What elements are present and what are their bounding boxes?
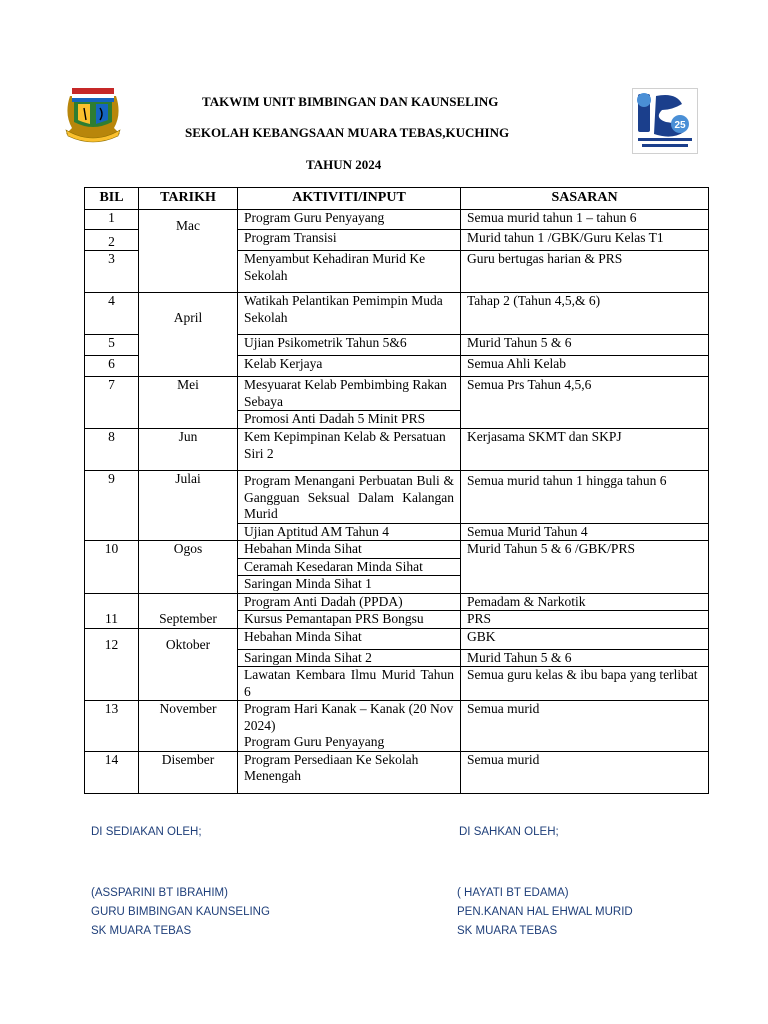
row-sasaran: Semua murid [461,751,709,793]
table-row [85,628,709,649]
signatory-role: PEN.KANAN HAL EHWAL MURID [457,906,633,918]
row-bil: 6 [85,356,139,377]
row-aktiviti: Ujian Psikometrik Tahun 5&6 [238,335,461,356]
table-row [85,751,709,793]
row-sasaran: Kerjasama SKMT dan SKPJ [461,429,709,471]
row-bil: 11 [85,593,139,628]
row-bil: 14 [85,751,139,793]
row-aktiviti: Menyambut Kehadiran Murid Ke Sekolah [238,251,461,293]
row-sasaran: Semua murid tahun 1 hingga tahun 6 [461,471,709,524]
table-row [85,541,709,559]
row-bil: 10 [85,541,139,594]
row-sasaran: Semua Murid Tahun 4 [461,523,709,541]
row-sasaran: Semua guru kelas & ibu bapa yang terlibat [461,667,709,701]
table-row [85,377,709,411]
prepared-by-heading: DI SEDIAKAN OLEH; [91,826,202,838]
row-sasaran: Murid tahun 1 /GBK/Guru Kelas T1 [461,230,709,251]
header-aktiviti: AKTIVITI/INPUT [238,188,461,210]
activity-schedule-table [84,187,709,794]
table-row [85,429,709,471]
row-sasaran: Tahap 2 (Tahun 4,5,& 6) [461,293,709,335]
row-aktiviti: Program Persediaan Ke Sekolah Menengah [238,751,461,793]
row-bil: 1 [85,210,139,230]
row-aktiviti: Program Menangani Perbuatan Buli & Gangguan Seksual Dalam Kalangan Murid [238,471,461,524]
prepared-by-block [91,884,270,941]
row-aktiviti: Kem Kepimpinan Kelab & Persatuan Siri 2 [238,429,461,471]
table-row [85,593,709,611]
row-tarikh: September [139,593,238,628]
row-aktiviti: Ceramah Kesedaran Minda Sihat [238,558,461,576]
signatory-school: SK MUARA TEBAS [91,925,192,937]
row-aktiviti: Ujian Aptitud AM Tahun 4 [238,523,461,541]
table-row [85,293,709,335]
row-bil: 8 [85,429,139,471]
table-row [85,471,709,524]
row-aktiviti: Saringan Minda Sihat 2 [238,649,461,667]
school-name: SEKOLAH KEBANGSAAN MUARA TEBAS,KUCHING [185,125,510,140]
svg-text:25: 25 [674,120,686,131]
row-aktiviti [238,701,461,752]
verified-by-block [457,884,633,941]
row-tarikh: April [139,293,238,377]
header-sasaran: SASARAN [461,188,709,210]
row-tarikh: Mei [139,377,238,429]
row-aktiviti: Mesyuarat Kelab Pembimbing Rakan Sebaya [238,377,461,411]
row-tarikh: Julai [139,471,238,541]
row-bil: 13 [85,701,139,752]
row-sasaran: Semua Ahli Kelab [461,356,709,377]
row-tarikh: Ogos [139,541,238,594]
row-bil: 9 [85,471,139,541]
table-row [85,701,709,752]
row-aktiviti-line: Program Hari Kanak – Kanak (20 Nov 2024) [244,701,454,733]
verified-by-heading: DI SAHKAN OLEH; [459,826,559,838]
row-bil: 12 [85,628,139,701]
row-sasaran: Pemadam & Narkotik [461,593,709,611]
row-aktiviti: Program Transisi [238,230,461,251]
row-tarikh: Disember [139,751,238,793]
row-sasaran: Murid Tahun 5 & 6 [461,335,709,356]
row-sasaran: PRS [461,611,709,629]
row-sasaran: Guru bertugas harian & PRS [461,251,709,293]
signatory-school: SK MUARA TEBAS [457,925,558,937]
row-aktiviti: Saringan Minda Sihat 1 [238,576,461,594]
row-sasaran: Murid Tahun 5 & 6 /GBK/PRS [461,541,709,594]
row-aktiviti: Program Anti Dadah (PPDA) [238,593,461,611]
row-aktiviti: Program Guru Penyayang [238,210,461,230]
signatory-name: (ASSPARINI BT IBRAHIM) [91,887,228,899]
row-aktiviti: Hebahan Minda Sihat [238,541,461,559]
row-sasaran: Semua murid tahun 1 – tahun 6 [461,210,709,230]
signatory-role: GURU BIMBINGAN KAUNSELING [91,906,270,918]
year-title: TAHUN 2024 [306,157,382,172]
row-sasaran: GBK [461,628,709,649]
row-bil: 2 [85,230,139,251]
school-crest-logo [60,84,126,146]
row-sasaran: Semua Prs Tahun 4,5,6 [461,377,709,429]
row-aktiviti: Lawatan Kembara Ilmu Murid Tahun 6 [238,667,461,701]
row-tarikh: November [139,701,238,752]
row-bil: 5 [85,335,139,356]
row-bil: 3 [85,251,139,293]
row-sasaran: Murid Tahun 5 & 6 [461,649,709,667]
row-tarikh: Jun [139,429,238,471]
header-tarikh: TARIKH [139,188,238,210]
table-header-row [85,188,709,210]
row-bil: 7 [85,377,139,429]
row-tarikh: Mac [139,210,238,293]
document-title: TAKWIM UNIT BIMBINGAN DAN KAUNSELING [202,94,499,109]
row-aktiviti-line: Program Guru Penyayang [244,734,385,749]
signatory-name: ( HAYATI BT EDAMA) [457,887,569,899]
row-aktiviti: Kelab Kerjaya [238,356,461,377]
row-aktiviti: Kursus Pemantapan PRS Bongsu [238,611,461,629]
program-25-logo [632,88,698,154]
row-aktiviti: Promosi Anti Dadah 5 Minit PRS [238,411,461,429]
table-row [85,210,709,230]
row-aktiviti: Hebahan Minda Sihat [238,628,461,649]
row-aktiviti: Watikah Pelantikan Pemimpin Muda Sekolah [238,293,461,335]
row-tarikh: Oktober [139,628,238,701]
row-bil: 4 [85,293,139,335]
header-bil: BIL [85,188,139,210]
row-sasaran: Semua murid [461,701,709,752]
